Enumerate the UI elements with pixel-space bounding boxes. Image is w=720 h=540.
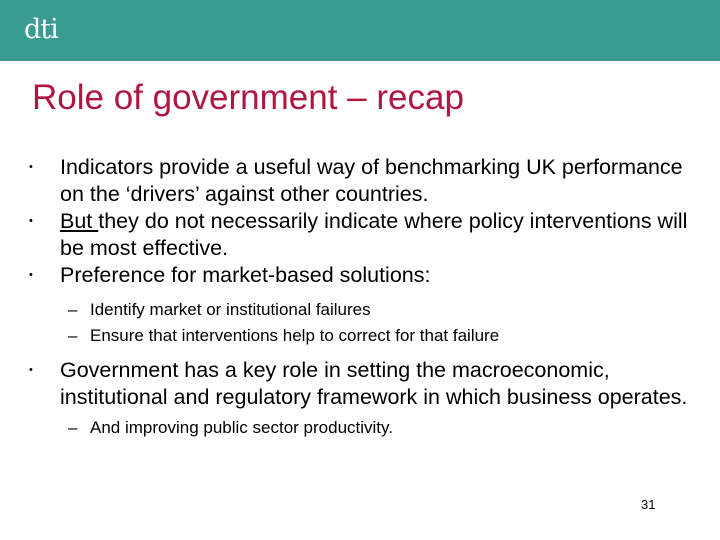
bullet-text: Government has a key role in setting the macroeconomic, institutional and regulatory framework in which business operates. xyxy=(60,358,688,409)
bullet-marker: • xyxy=(29,161,33,173)
bullet-item xyxy=(29,154,689,208)
header-bar xyxy=(0,0,720,61)
sub-bullet-text: Identify market or institutional failures xyxy=(90,300,371,319)
slide-title: Role of government – recap xyxy=(32,78,464,117)
slide-body xyxy=(29,154,689,441)
bullet-marker: • xyxy=(29,215,33,227)
bullet-marker: • xyxy=(29,269,33,281)
sub-bullet-marker: – xyxy=(68,418,78,437)
bullet-text: they do not necessarily indicate where policy interventions will be most effective. xyxy=(60,209,688,260)
page-number: 31 xyxy=(641,497,656,512)
sub-bullet-item xyxy=(29,323,689,349)
bullet-item xyxy=(29,357,689,411)
bullet-item xyxy=(29,208,689,262)
sub-bullet-marker: – xyxy=(68,326,78,345)
sub-bullet-item xyxy=(29,297,689,323)
bullet-text: Indicators provide a useful way of benchmarking UK performance on the ‘drivers’ against other countries. xyxy=(60,155,683,206)
sub-bullet-item xyxy=(29,415,689,441)
bullet-lead-underlined: But xyxy=(60,209,99,233)
bullet-item xyxy=(29,262,689,289)
sub-bullet-marker: – xyxy=(68,300,78,319)
bullet-text: Preference for market-based solutions: xyxy=(60,263,431,287)
bullet-marker: • xyxy=(29,364,33,376)
sub-bullet-text: And improving public sector productivity. xyxy=(90,418,393,437)
sub-bullet-text: Ensure that interventions help to correct for that failure xyxy=(90,326,500,345)
dti-logo: dti xyxy=(24,14,58,45)
